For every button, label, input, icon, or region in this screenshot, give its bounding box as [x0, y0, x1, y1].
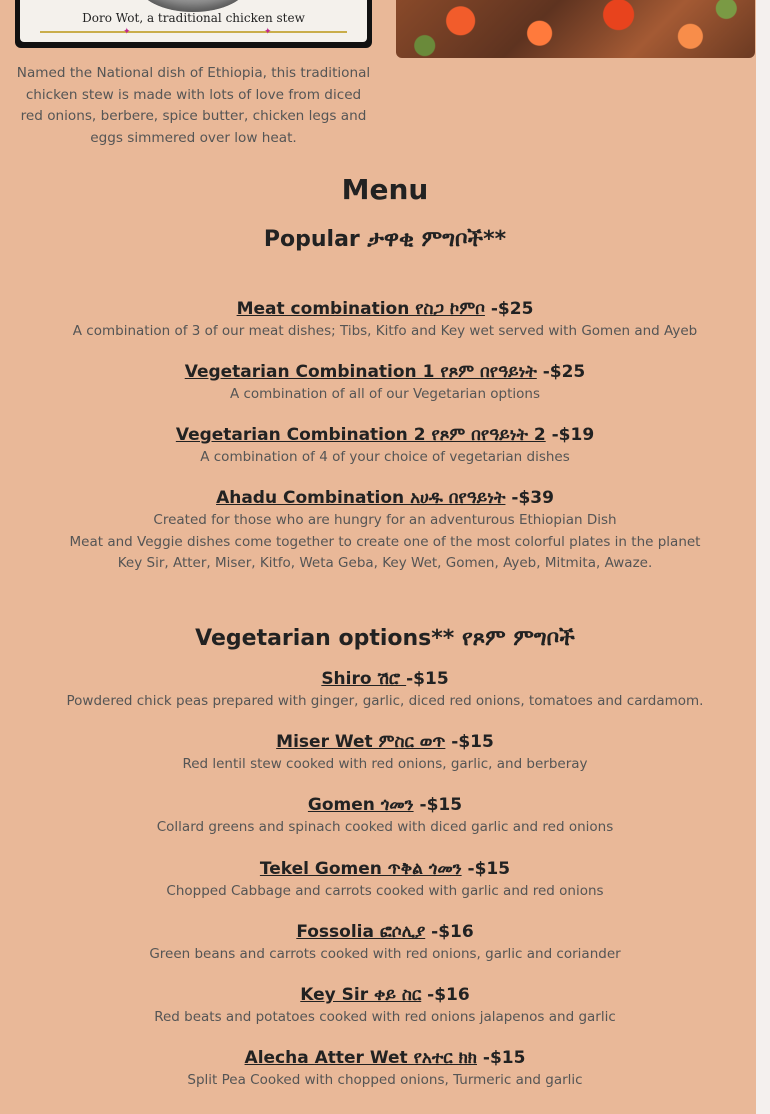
item-heading [0, 360, 770, 384]
item-name-link[interactable] [176, 425, 546, 445]
menu-item [0, 667, 770, 713]
item-description: Green beans and carrots cooked with red onions, garlic and coriander [149, 946, 621, 962]
item-description: Powdered chick peas prepared with ginger, garlic, diced red onions, tomatoes and cardamom. [66, 693, 704, 709]
item-heading [0, 793, 770, 817]
item-name-link[interactable]: Meat combination የስጋ ኮምቦ [236, 299, 485, 319]
item-price: -$25 [542, 362, 586, 382]
item-price: -$19 [551, 425, 595, 445]
menu-item [0, 297, 770, 343]
item-description: Collard greens and spinach cooked with diced garlic and red onions [156, 819, 614, 835]
item-description: A combination of 4 of your choice of vegetarian dishes [200, 449, 570, 465]
item-price: -$25 [490, 299, 534, 319]
item-name-link[interactable]: Alecha Atter Wet የአተር ክክ [244, 1048, 477, 1068]
item-heading [0, 983, 770, 1007]
item-heading [0, 297, 770, 321]
item-price: -$15 [467, 859, 511, 879]
item-price: -$15 [482, 1048, 526, 1068]
menu-item [0, 486, 770, 575]
item-heading [0, 857, 770, 881]
menu-item [0, 360, 770, 406]
item-name-suffix: የጾም በየዓይነት 2 [425, 425, 546, 445]
item-heading [0, 423, 770, 447]
caption-rule [40, 31, 347, 33]
menu-item [0, 423, 770, 469]
menu-title: Menu [341, 173, 429, 206]
item-name-link[interactable]: Miser Wet ምስር ወጥ [276, 732, 446, 752]
item-price: -$15 [406, 669, 449, 689]
menu-item [0, 793, 770, 839]
item-heading [0, 1046, 770, 1070]
item-price: -$15 [419, 795, 463, 815]
item-description: Key Sir, Atter, Miser, Kitfo, Weta Geba, Key Wet, Gomen, Ayeb, Mitmita, Awaze. [117, 555, 653, 571]
ornament-icon: ✦ [123, 27, 131, 37]
item-heading [0, 920, 770, 944]
item-name-link[interactable]: Gomen ጎመን [307, 795, 414, 815]
vegetarian-section-title: Vegetarian options** የጾም ምግቦች [195, 626, 575, 651]
item-name-link[interactable]: Shiro ሽሮ [321, 669, 407, 689]
item-name-text: Vegetarian Combination 2 [175, 425, 426, 445]
item-price: -$16 [431, 922, 474, 942]
menu-item [0, 730, 770, 776]
popular-section-title: Popular ታዋቂ ምግቦች** [263, 227, 507, 252]
menu-item [0, 983, 770, 1029]
item-name-link[interactable]: Ahadu Combination አሀዱ በየዓይነት [216, 488, 506, 508]
item-heading [0, 667, 770, 691]
menu-item [0, 1046, 770, 1092]
doro-wot-image [15, 0, 372, 48]
item-description: Created for those who are hungry for an adventurous Ethiopian Dish [153, 512, 617, 528]
item-name-link[interactable]: Fossolia ፎሶሊያ [296, 922, 426, 942]
item-description: Meat and Veggie dishes come together to create one of the most colorful plates in the planet [69, 533, 701, 550]
doro-wot-description [15, 63, 372, 149]
item-price: -$15 [451, 732, 494, 752]
item-description: A combination of 3 of our meat dishes; Tibs, Kitfo and Key wet served with Gomen and Ayeb [72, 323, 698, 339]
item-description: Chopped Cabbage and carrots cooked with garlic and red onions [166, 883, 604, 899]
item-description: Red lentil stew cooked with red onions, garlic, and berberay [182, 756, 588, 772]
menu-item [0, 920, 770, 966]
dish-photo [396, 0, 755, 58]
item-name-link[interactable]: Tekel Gomen ጥቅል ጎመን [259, 859, 462, 879]
ornament-icon: ✦ [264, 27, 272, 37]
item-description: A combination of all of our Vegetarian options [229, 386, 541, 402]
description-text: Named the National dish of Ethiopia, this traditional chicken stew is made with lots of love from diced red onions, berbere, spice butter, chicken legs and eggs simmered over low heat. [16, 65, 371, 146]
item-description: Red beats and potatoes cooked with red onions jalapenos and garlic [154, 1009, 616, 1025]
image-card [20, 0, 367, 42]
image-caption: Doro Wot, a traditional chicken stew [82, 11, 305, 25]
item-heading [0, 486, 770, 510]
item-name-link[interactable]: Key Sir ቀይ ስር [300, 985, 422, 1005]
item-heading [0, 730, 770, 754]
item-description: Split Pea Cooked with chopped onions, Turmeric and garlic [187, 1072, 583, 1088]
item-price: -$39 [511, 488, 554, 508]
item-name-link[interactable]: Vegetarian Combination 1 የጾም በየዓይነት [184, 362, 537, 382]
item-price: -$16 [427, 985, 470, 1005]
menu-item [0, 857, 770, 903]
